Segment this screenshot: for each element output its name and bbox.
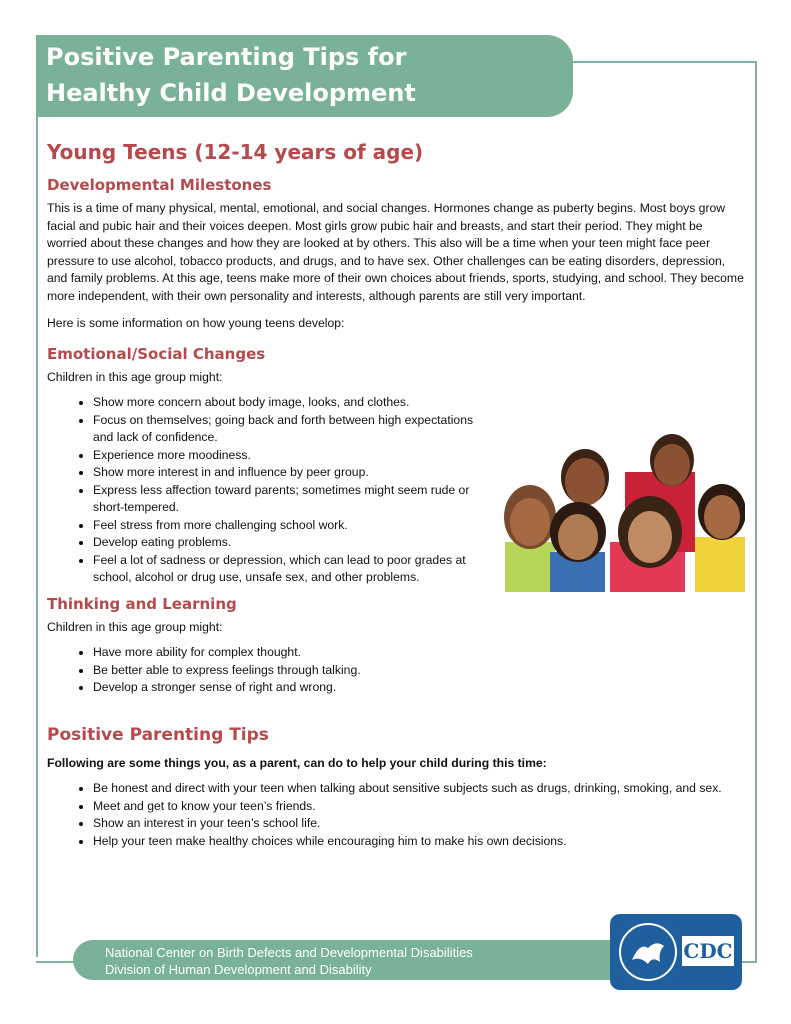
emotional-lead: Children in this age group might: [47, 369, 223, 384]
list-item: • Feel a lot of sadness or depression, which can lead to poor grades at school, alcohol or drug use, unsafe sex, and other problems. [93, 552, 488, 587]
list-item: • Show an interest in your teen’s school life. [93, 815, 745, 833]
hhs-seal-icon [618, 922, 678, 982]
list-item: • Develop a stronger sense of right and wrong. [93, 679, 745, 697]
header-banner [36, 35, 573, 117]
thinking-lead: Children in this age group might: [47, 619, 223, 634]
footer-center-name: National Center on Birth Defects and Developmental Disabilities [105, 945, 473, 960]
list-item: • Feel stress from more challenging school work. [93, 517, 488, 535]
tips-list [47, 780, 745, 850]
list-item: • Focus on themselves; going back and forth between high expectations and lack of confidence. [93, 412, 488, 447]
thinking-list [47, 644, 745, 697]
milestones-lead: Here is some information on how young teens develop: [47, 316, 345, 330]
milestones-heading: Developmental Milestones [47, 176, 272, 194]
footer-bar [73, 940, 633, 980]
page-border-top [560, 61, 756, 63]
page-title: Young Teens (12-14 years of age) [47, 140, 424, 164]
header-title: Positive Parenting Tips for Healthy Child Development [46, 43, 416, 107]
teens-group-photo [500, 432, 745, 592]
list-item: • Experience more moodiness. [93, 447, 488, 465]
list-item: • Have more ability for complex thought. [93, 644, 745, 662]
emotional-heading: Emotional/Social Changes [47, 344, 266, 363]
thinking-heading: Thinking and Learning [47, 594, 237, 613]
page-border-left [36, 117, 38, 957]
milestones-intro: This is a time of many physical, mental, emotional, and social changes. Hormones change as puberty begins. Most boys grow facial and pubic hair and their voices deepen. Most girls grow pubic hair and breasts, and start their period. They might be worried about these changes and how they are looked at by others. This also will be a time when your teen might face peer pressure to use alcohol, tobacco products, and drugs, and to have sex. Other challenges can be eating disorders, depression, and family problems. At this age, teens make more of their own choices about friends, sports, studying, and school. They become more independent, with their own personality and interests, although parents are still very important. [47, 201, 744, 303]
list-item: • Show more concern about body image, looks, and clothes. [93, 394, 488, 412]
list-item: • Be honest and direct with your teen when talking about sensitive subjects such as drugs, drinking, smoking, and sex. [93, 780, 745, 798]
cdc-logo-text: CDC [682, 936, 734, 966]
emotional-list [47, 394, 488, 587]
list-item: • Express less affection toward parents; sometimes might seem rude or short-tempered. [93, 482, 488, 517]
cdc-logo [610, 914, 742, 990]
list-item: • Help your teen make healthy choices while encouraging him to make his own decisions. [93, 833, 745, 851]
tips-lead: Following are some things you, as a parent, can do to help your child during this time: [47, 755, 547, 770]
tips-heading: Positive Parenting Tips [47, 724, 269, 745]
list-item: • Meet and get to know your teen’s friends. [93, 798, 745, 816]
list-item: • Be better able to express feelings through talking. [93, 662, 745, 680]
list-item: • Develop eating problems. [93, 534, 488, 552]
footer-division-name: Division of Human Development and Disability [105, 962, 372, 977]
list-item: • Show more interest in and influence by peer group. [93, 464, 488, 482]
